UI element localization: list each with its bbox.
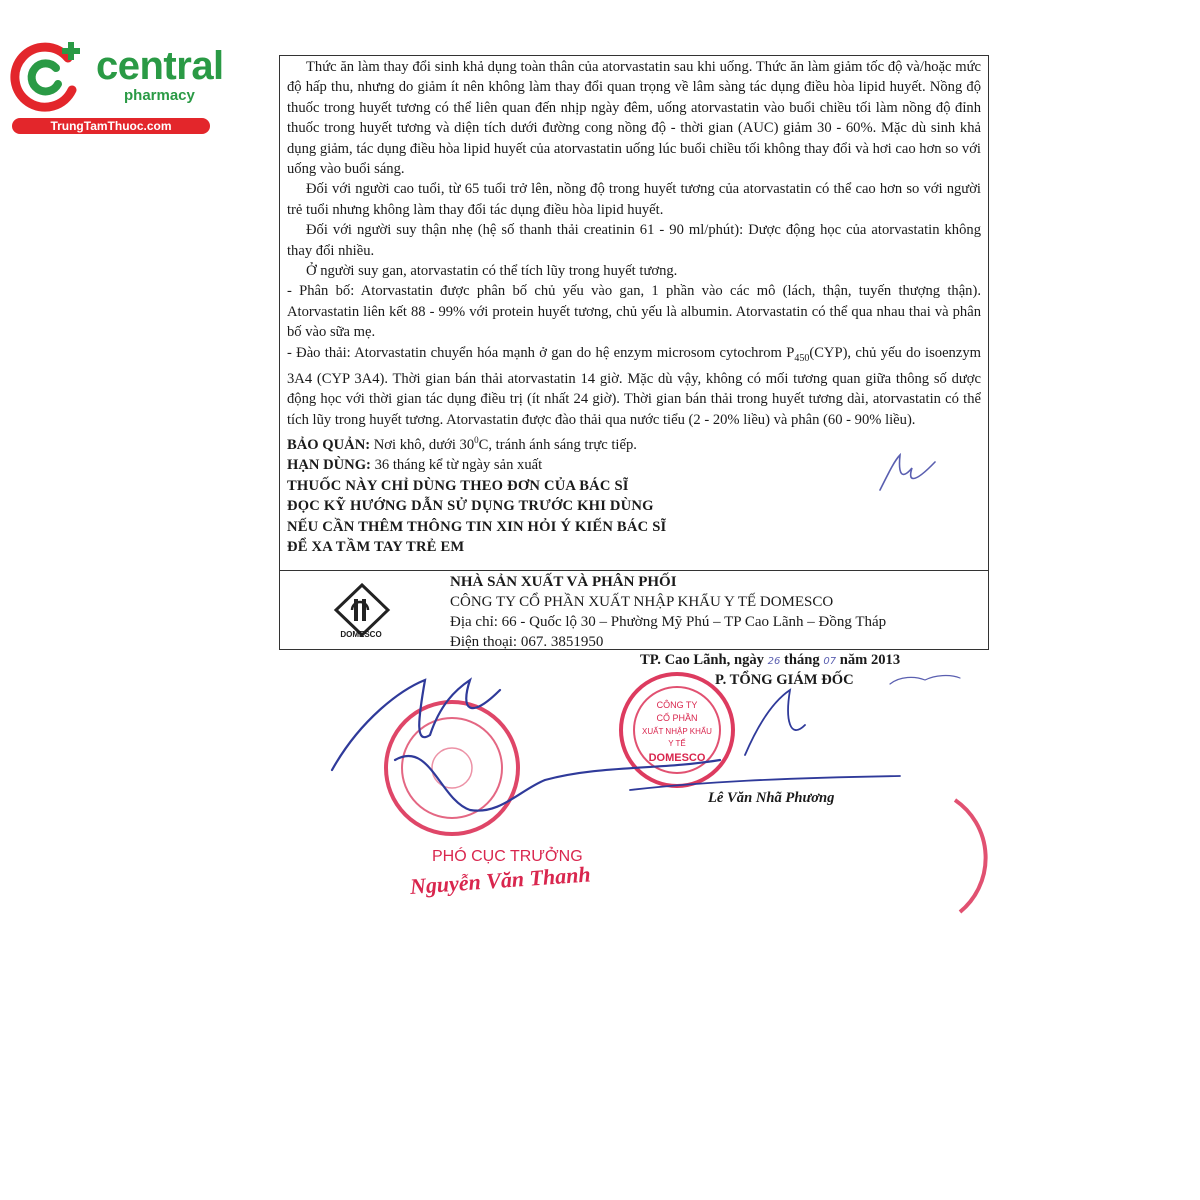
deputy-name: Nguyễn Văn Thanh	[409, 861, 592, 899]
elimination-after: (CYP), chủ yếu do isoenzym 3A4 (CYP 3A4). Thời gian bán thải atorvastatin 14 giờ. Mặc dù vậy, không có mối tương quan giữa thông số dược động học với thời gian tác dụng điều trị (ít nhất 24 giờ). Thời gian bán thải trong huyết tương dài, atorvastatin có thể tích lũy trong huyết tương. Atorvastatin được đào thải qua nước tiểu (2 - 20% liều) và phân (60 - 90% liều).	[287, 344, 981, 428]
pharmacy-logo	[10, 38, 224, 138]
manufacturer-address: Địa chỉ: 66 - Quốc lộ 30 – Phường Mỹ Phú – TP Cao Lãnh – Đồng Tháp	[450, 614, 887, 630]
manufacturer-company: CÔNG TY CỔ PHẦN XUẤT NHẬP KHẨU Y TẾ DOMESCO	[450, 594, 834, 610]
domesco-logo-text: DOMESCO	[340, 630, 382, 639]
leaflet-text	[287, 57, 981, 558]
authority-stamp-icon	[386, 702, 518, 834]
paragraph-renal: Đối với người suy thận nhẹ (hệ số thanh thải creatinin 61 - 90 ml/phút): Dược động học của atorvastatin không thay đổi nhiều.	[287, 222, 981, 259]
storage-before: Nơi khô, dưới 30	[370, 437, 475, 454]
company-stamp-line-1: CÔNG TY	[656, 700, 698, 710]
director-name: Lê Văn Nhã Phương	[708, 790, 835, 806]
manufacturer-divider	[280, 570, 988, 571]
partial-stamp-icon	[955, 800, 986, 912]
logo-mark-icon	[10, 38, 92, 118]
storage-line	[287, 430, 981, 455]
month-label: tháng	[784, 652, 820, 668]
year-label: năm 2013	[839, 652, 901, 668]
brand-url[interactable]: TrungTamThuoc.com	[12, 118, 210, 134]
company-stamp-icon	[621, 674, 733, 786]
warning-prescription: THUỐC NÀY CHỈ DÙNG THEO ĐƠN CỦA BÁC SĨ	[287, 477, 629, 494]
company-stamp-line-5: DOMESCO	[648, 752, 706, 764]
paragraph-food-effect: Thức ăn làm thay đổi sinh khả dụng toàn thân của atorvastatin sau khi uống. Thức ăn làm giảm tốc độ và/hoặc mức độ hấp thu, nhưng do giảm ít nên không làm thay đổi quan trọng về lâm sàng tác dụng điều hòa lipid huyết. Nồng độ thuốc trong huyết tương có thể liên quan đến nhịp ngày đêm, uống atorvastatin vào buổi chiều tối làm nồng độ đỉnh thuốc trong huyết tương và diện tích dưới đường cong nồng độ - thời gian (AUC) giảm 30 - 60%. Mặc dù sinh khả dụng giảm, tác dụng điều hòa lipid huyết của atorvastatin uống lúc buổi chiều tối không thay đổi và hơi cao hơn so với uống vào buổi sáng.	[287, 59, 981, 178]
date-day: 26	[767, 656, 781, 667]
company-stamp-line-3: XUẤT NHẬP KHẨU	[642, 727, 712, 736]
manufacturer-heading: NHÀ SẢN XUẤT VÀ PHÂN PHỐI	[450, 574, 677, 590]
brand-name: central	[96, 44, 224, 88]
manufacturer-info	[450, 572, 886, 652]
shelf-life-text: 36 tháng kể từ ngày sản xuất	[370, 457, 543, 474]
manufacturer-phone: Điện thoại: 067. 3851950	[450, 634, 604, 650]
storage-sup: 0	[474, 435, 479, 446]
director-title: P. TỔNG GIÁM ĐỐC	[715, 672, 854, 688]
elimination-sub: 450	[794, 352, 810, 364]
paragraph-elderly: Đối với người cao tuổi, từ 65 tuổi trở lên, nồng độ trong huyết tương của atorvastatin có thể cao hơn so với người trẻ tuổi nhưng không làm thay đổi tác dụng điều hòa lipid huyết.	[287, 181, 981, 218]
company-stamp-line-2: CỔ PHẦN	[656, 713, 698, 723]
warning-ask-doctor: NẾU CẦN THÊM THÔNG TIN XIN HỎI Ý KIẾN BÁC SĨ	[287, 518, 667, 535]
company-stamp-line-4: Y TẾ	[668, 739, 686, 748]
storage-label: BẢO QUẢN:	[287, 437, 371, 454]
shelf-life-line	[287, 455, 981, 475]
deputy-title: PHÓ CỤC TRƯỞNG	[432, 848, 583, 865]
warning-read-instructions: ĐỌC KỸ HƯỚNG DẪN SỬ DỤNG TRƯỚC KHI DÙNG	[287, 498, 654, 515]
place-text: TP. Cao Lãnh, ngày	[640, 652, 764, 668]
manufacturer-section	[280, 572, 988, 649]
paragraph-hepatic: Ở người suy gan, atorvastatin có thể tích lũy trong huyết tương.	[306, 263, 678, 280]
storage-after: C, tránh ánh sáng trực tiếp.	[478, 437, 637, 454]
leaflet-box	[279, 55, 989, 650]
elimination-before: - Đào thải: Atorvastatin chuyển hóa mạnh ở gan do hệ enzym microsom cytochrom P	[287, 344, 795, 361]
warning-children: ĐỂ XA TẦM TAY TRẺ EM	[287, 539, 465, 556]
authority-signature-icon	[332, 680, 720, 811]
brand-sub: pharmacy	[124, 87, 195, 104]
date-month: 07	[823, 656, 837, 667]
place-date-line	[640, 652, 900, 669]
paragraph-distribution: - Phân bố: Atorvastatin được phân bố chủ yếu vào gan, 1 phần vào các mô (lách, thận, tuyến thượng thận). Atorvastatin liên kết 88 - 99% với protein huyết tương, chủ yếu là albumin. Atorvastatin có thể qua nhau thai và phân bố vào sữa mẹ.	[287, 283, 981, 341]
title-initials-icon	[890, 676, 960, 684]
shelf-life-label: HẠN DÙNG:	[287, 457, 371, 474]
paragraph-elimination	[287, 343, 981, 431]
director-signature-icon	[630, 690, 900, 790]
